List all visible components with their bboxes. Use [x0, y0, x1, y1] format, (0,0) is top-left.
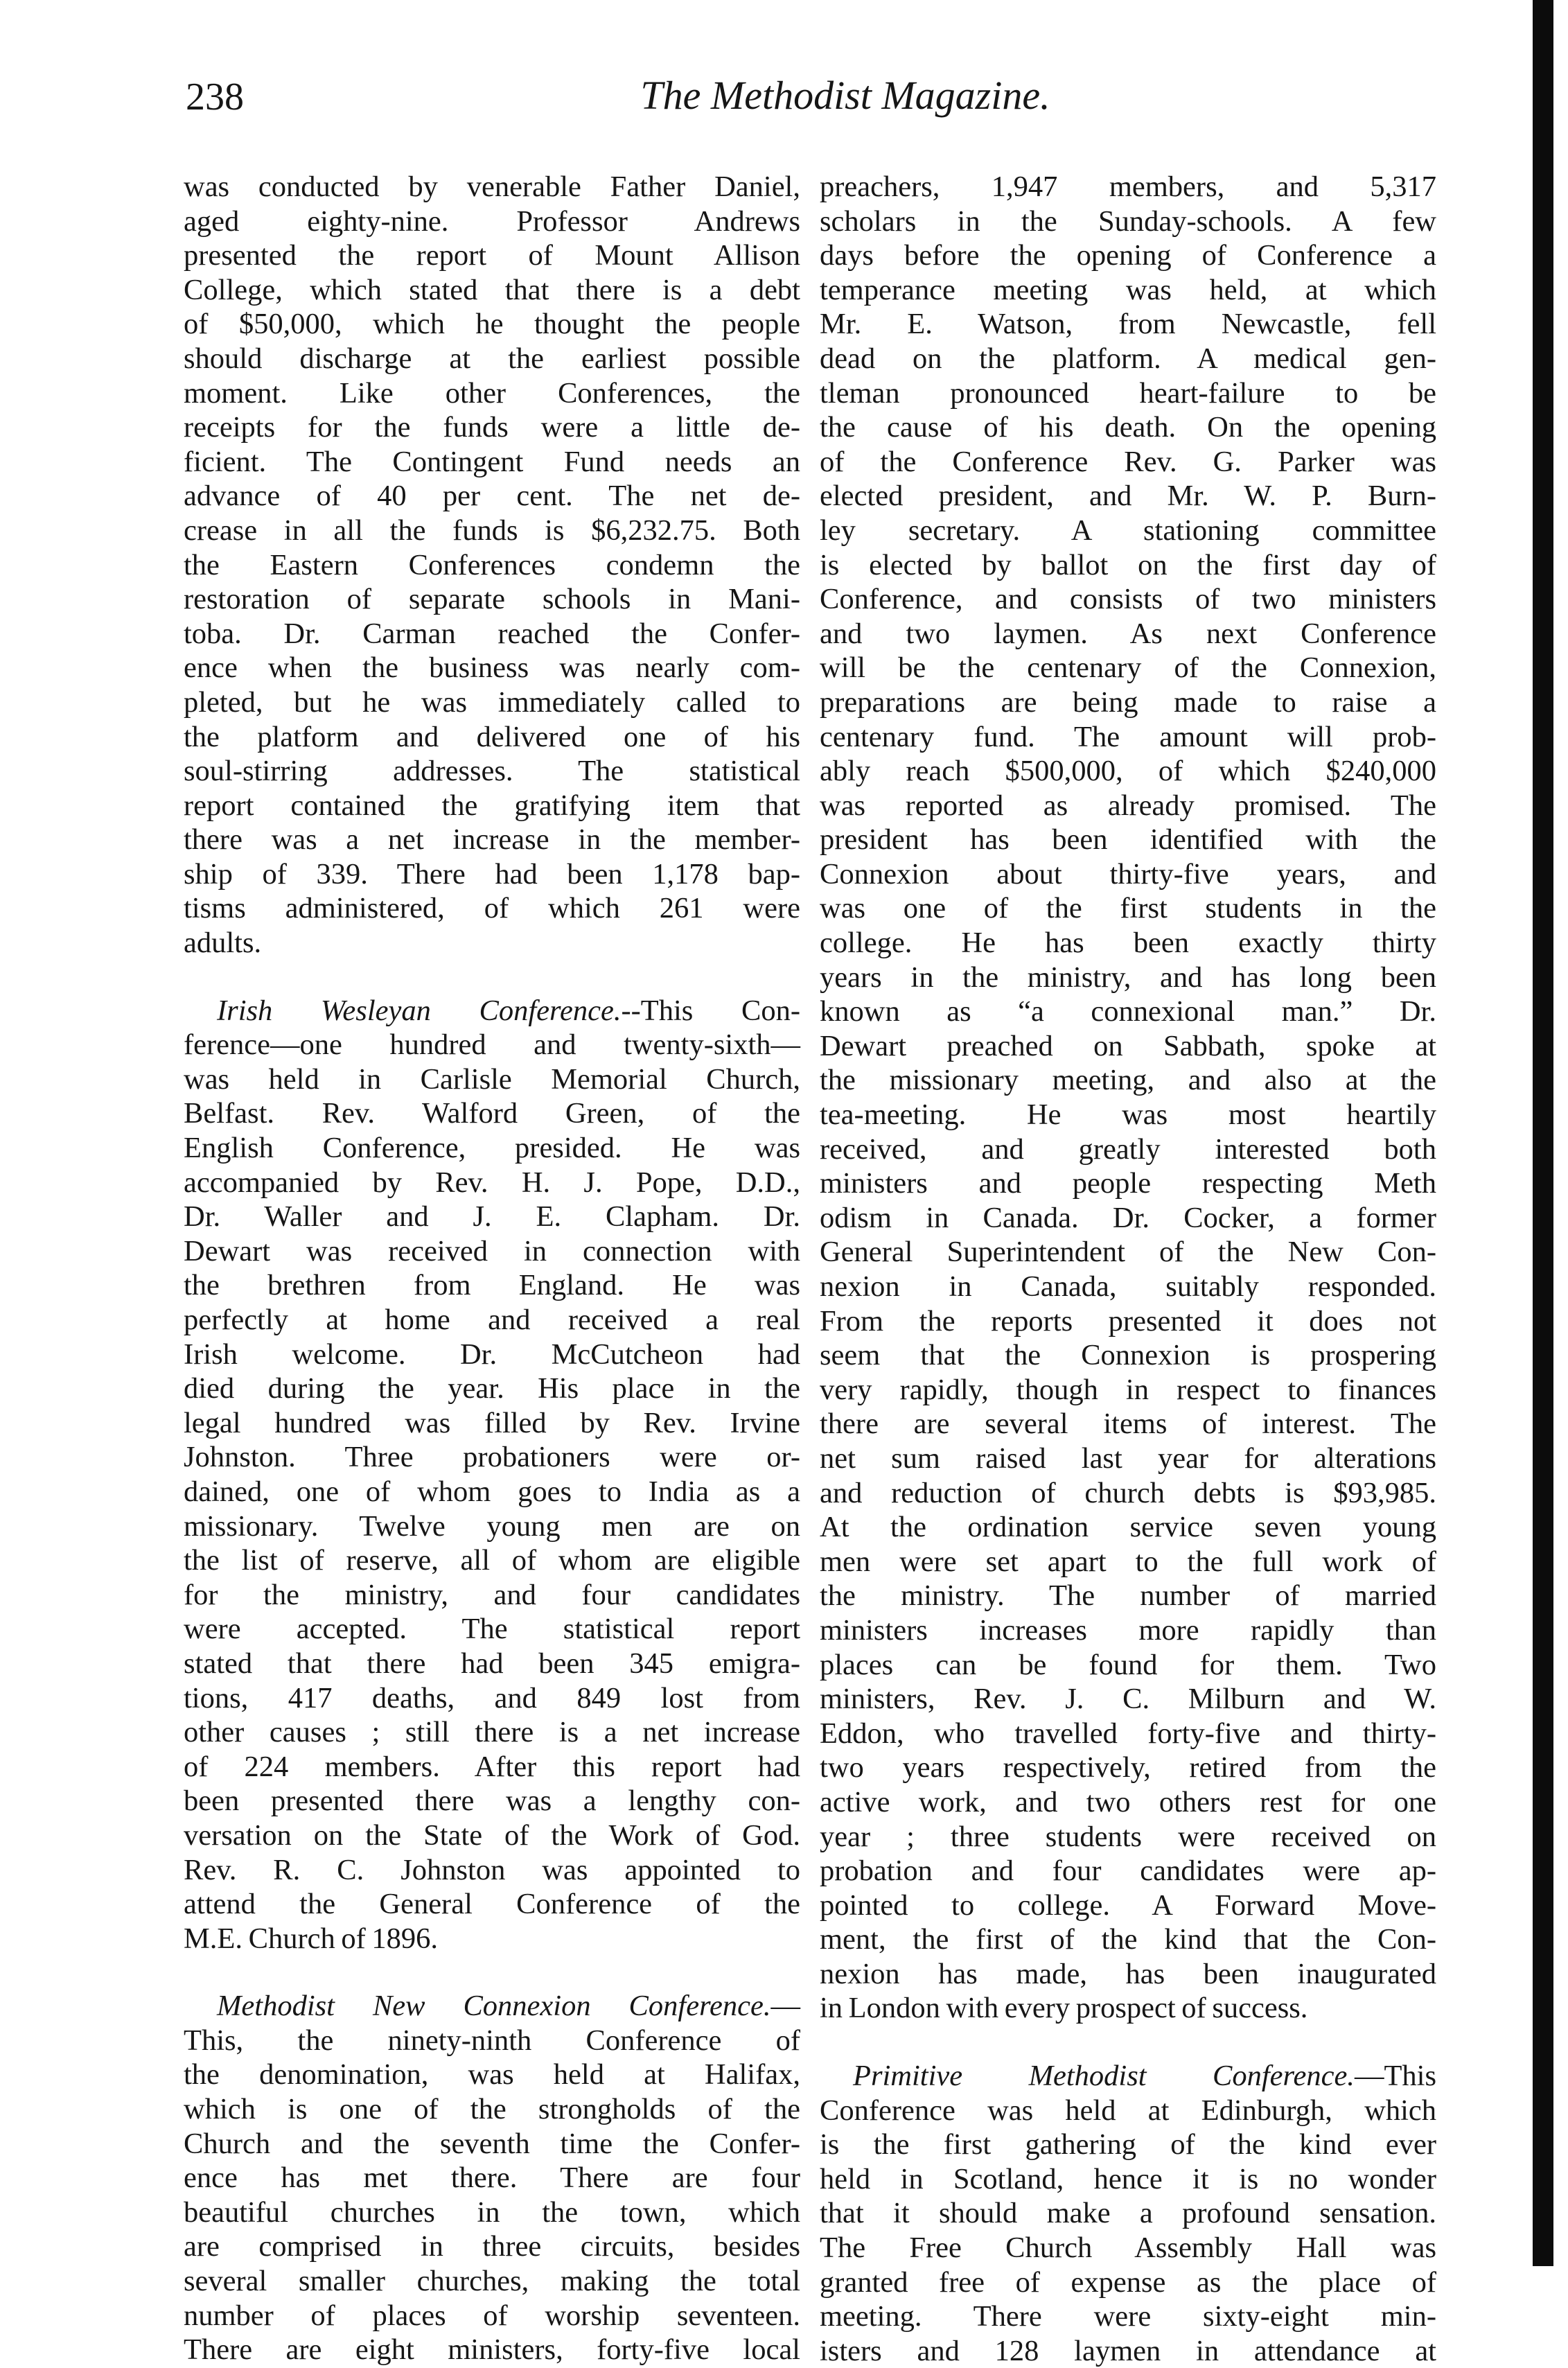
text-line: ship of 339. There had been 1,178 bap-	[184, 857, 800, 891]
text-line: ence when the business was nearly com-	[184, 651, 800, 685]
text-line: in London with every prospect of success.	[820, 1992, 1308, 2025]
text-line: centenary fund. The amount will prob-	[820, 720, 1436, 753]
text-line: tleman pronounced heart-failure to be	[820, 376, 1436, 410]
text-line	[820, 2059, 1436, 2094]
text-line: aged eighty-nine. Professor Andrews	[184, 204, 800, 238]
text-line: missionary. Twelve young men are on	[184, 1509, 800, 1543]
text-line: was reported as already promised. The	[820, 789, 1436, 822]
text-line: odism in Canada. Dr. Cocker, a former	[820, 1201, 1436, 1234]
text-line: pointed to college. A Forward Move-	[820, 1888, 1436, 1922]
text-line: is elected by ballot on the first day of	[820, 548, 1436, 581]
text-line: The Free Church Assembly Hall was	[820, 2231, 1436, 2265]
text-line: meeting. There were sixty-eight min-	[820, 2300, 1436, 2333]
text-line: At the ordination service seven young	[820, 1511, 1436, 1544]
text-line: Dr. Waller and J. E. Clapham. Dr.	[184, 1200, 800, 1234]
paragraph-irish-wesleyan	[184, 994, 800, 1956]
text-line: College, which stated that there is a debt	[184, 273, 800, 306]
text-line: Conference was held at Edinburgh, which	[820, 2094, 1436, 2127]
text-line: and two laymen. As next Conference	[820, 617, 1436, 650]
text-line	[184, 1989, 800, 2024]
text-line: accompanied by Rev. H. J. Pope, D.D.,	[184, 1166, 800, 1199]
text-line: legal hundred was filled by Rev. Irvine	[184, 1406, 800, 1439]
paragraph-primitive-methodist	[820, 2059, 1436, 2368]
text-line: temperance meeting was held, at which	[820, 273, 1436, 306]
text-line: the ministry. The number of married	[820, 1579, 1436, 1613]
text-line: elected president, and Mr. W. P. Burn-	[820, 480, 1436, 513]
text-line: ference—one hundred and twenty-sixth—	[184, 1028, 800, 1062]
text-line: of $50,000, which he thought the people	[184, 308, 800, 341]
text-line: the missionary meeting, and also at the	[820, 1064, 1436, 1097]
text-line: ministers, Rev. J. C. Milburn and W.	[820, 1683, 1436, 1716]
text-line: ministers increases more rapidly than	[820, 1613, 1436, 1647]
page-edge-bar	[1533, 0, 1553, 2266]
page-number: 238	[186, 76, 244, 119]
section-heading-primitive-methodist: Primitive Methodist Conference.	[853, 2060, 1355, 2093]
text-line: been presented there was a lengthy con-	[184, 1784, 800, 1818]
text-line: Rev. R. C. Johnston was appointed to	[184, 1853, 800, 1886]
text-span: --This Con-	[621, 994, 800, 1027]
text-line: of 224 members. After this report had	[184, 1750, 800, 1783]
text-line: adults.	[184, 927, 262, 960]
text-line: tisms administered, of which 261 were	[184, 892, 800, 925]
text-line: the brethren from England. He was	[184, 1269, 800, 1302]
text-line: isters and 128 laymen in attendance at	[820, 2334, 1436, 2367]
text-line: English Conference, presided. He was	[184, 1132, 800, 1165]
text-line: tions, 417 deaths, and 849 lost from	[184, 1681, 800, 1714]
text-line: known as “a connexional man.” Dr.	[820, 995, 1436, 1028]
text-line: Johnston. Three probationers were or-	[184, 1441, 800, 1474]
text-line: Mr. E. Watson, from Newcastle, fell	[820, 308, 1436, 341]
text-line: From the reports presented it does not	[820, 1304, 1436, 1338]
text-line: Connexion about thirty-five years, and	[820, 857, 1436, 891]
paragraph-new-connexion-continued	[820, 170, 1436, 2026]
text-line: should discharge at the earliest possible	[184, 342, 800, 375]
text-line: There are eight ministers, forty-five local	[184, 2333, 800, 2367]
text-line: received, and greatly interested both	[820, 1132, 1436, 1166]
text-line: dained, one of whom goes to India as a	[184, 1475, 800, 1508]
text-line: other causes ; still there is a net increase	[184, 1716, 800, 1749]
section-heading-irish-wesleyan: Irish Wesleyan Conference.	[217, 994, 622, 1027]
text-line: the platform and delivered one of his	[184, 720, 800, 753]
text-line: president has been identified with the	[820, 823, 1436, 857]
text-line: days before the opening of Conference a	[820, 239, 1436, 272]
text-line: year ; three students were received on	[820, 1820, 1436, 1853]
text-line: active work, and two others rest for one	[820, 1785, 1436, 1818]
text-line: were accepted. The statistical report	[184, 1613, 800, 1646]
text-line: preachers, 1,947 members, and 5,317	[820, 170, 1436, 203]
text-line: stated that there had been 345 emigra-	[184, 1647, 800, 1680]
right-column	[820, 170, 1436, 2368]
text-line: General Superintendent of the New Con-	[820, 1236, 1436, 1269]
text-line: receipts for the funds were a little de-	[184, 411, 800, 444]
text-line: M.E. Church of 1896.	[184, 1922, 439, 1955]
text-line: ence has met there. There are four	[184, 2161, 800, 2195]
text-line: ficient. The Contingent Fund needs an	[184, 445, 800, 478]
text-line: ministers and people respecting Meth	[820, 1167, 1436, 1200]
text-line: Irish welcome. Dr. McCutcheon had	[184, 1338, 800, 1371]
text-line: was held in Carlisle Memorial Church,	[184, 1062, 800, 1096]
text-line: Church and the seventh time the Confer-	[184, 2127, 800, 2160]
left-column	[184, 170, 800, 2367]
text-line: places can be found for them. Two	[820, 1648, 1436, 1681]
text-line: college. He has been exactly thirty	[820, 927, 1436, 960]
text-line: ment, the first of the kind that the Con-	[820, 1923, 1436, 1956]
text-line: versation on the State of the Work of God.	[184, 1818, 800, 1852]
text-line: for the ministry, and four candidates	[184, 1578, 800, 1611]
text-line: and reduction of church debts is $93,985.	[820, 1476, 1436, 1509]
text-line: men were set apart to the full work of	[820, 1545, 1436, 1578]
text-line: the Eastern Conferences condemn the	[184, 548, 800, 581]
text-line: there was a net increase in the member-	[184, 823, 800, 857]
text-line: soul-stirring addresses. The statistical	[184, 755, 800, 788]
text-line: Dewart was received in connection with	[184, 1234, 800, 1268]
text-line: very rapidly, though in respect to finances	[820, 1373, 1436, 1406]
text-line: crease in all the funds is $6,232.75. Both	[184, 514, 800, 547]
text-line: probation and four candidates were ap-	[820, 1854, 1436, 1888]
text-line: will be the centenary of the Connexion,	[820, 651, 1436, 685]
text-line: pleted, but he was immediately called to	[184, 685, 800, 719]
text-line: net sum raised last year for alterations	[820, 1441, 1436, 1475]
text-line: is the first gathering of the kind ever	[820, 2128, 1436, 2161]
text-line: there are several items of interest. The	[820, 1407, 1436, 1441]
text-line: tea-meeting. He was most heartily	[820, 1098, 1436, 1132]
text-line: attend the General Conference of the	[184, 1888, 800, 1921]
text-line: ably reach $500,000, of which $240,000	[820, 755, 1436, 788]
text-line: report contained the gratifying item that	[184, 789, 800, 822]
text-line: This, the ninety-ninth Conference of	[184, 2024, 800, 2057]
text-line: moment. Like other Conferences, the	[184, 376, 800, 410]
text-line: restoration of separate schools in Mani-	[184, 583, 800, 616]
text-line: Conference, and consists of two ministers	[820, 583, 1436, 616]
text-line: years in the ministry, and has long been	[820, 961, 1436, 994]
text-line: Dewart preached on Sabbath, spoke at	[820, 1029, 1436, 1062]
text-line: beautiful churches in the town, which	[184, 2195, 800, 2229]
section-heading-new-connexion: Methodist New Connexion Conference.	[217, 1990, 771, 2023]
text-line: the cause of his death. On the opening	[820, 411, 1436, 444]
paragraph-previous-conference	[184, 170, 800, 961]
text-line: advance of 40 per cent. The net de-	[184, 480, 800, 513]
text-line: of the Conference Rev. G. Parker was	[820, 445, 1436, 478]
text-line: that it should make a profound sensation.	[820, 2197, 1436, 2230]
text-line: preparations are being made to raise a	[820, 685, 1436, 719]
text-line: died during the year. His place in the	[184, 1372, 800, 1405]
text-line: ley secretary. A stationing committee	[820, 514, 1436, 547]
text-span: —This	[1354, 2060, 1436, 2093]
text-line: held in Scotland, hence it is no wonder	[820, 2162, 1436, 2195]
text-line: nexion has made, has been inaugurated	[820, 1957, 1436, 1990]
paragraph-methodist-new-connexion	[184, 1989, 800, 2367]
text-line: two years respectively, retired from the	[820, 1751, 1436, 1784]
text-line: the denomination, was held at Halifax,	[184, 2058, 800, 2091]
text-line: Belfast. Rev. Walford Green, of the	[184, 1097, 800, 1130]
text-line: perfectly at home and received a real	[184, 1304, 800, 1336]
text-line: number of places of worship seventeen.	[184, 2299, 800, 2332]
running-title: The Methodist Magazine.	[640, 73, 1050, 118]
text-line: toba. Dr. Carman reached the Confer-	[184, 617, 800, 650]
text-line: Eddon, who travelled forty-five and thirty-	[820, 1717, 1436, 1750]
text-line	[184, 994, 800, 1028]
text-line: the list of reserve, all of whom are eligible	[184, 1544, 800, 1577]
text-line: several smaller churches, making the total	[184, 2265, 800, 2298]
text-line: nexion in Canada, suitably responded.	[820, 1270, 1436, 1303]
text-span: —	[770, 1990, 800, 2023]
text-line: which is one of the strongholds of the	[184, 2093, 800, 2126]
text-line: presented the report of Mount Allison	[184, 239, 800, 272]
text-line: scholars in the Sunday-schools. A few	[820, 204, 1436, 238]
text-line: are comprised in three circuits, besides	[184, 2230, 800, 2263]
text-line: dead on the platform. A medical gen-	[820, 342, 1436, 375]
text-line: was one of the first students in the	[820, 892, 1436, 925]
text-line: seem that the Connexion is prospering	[820, 1339, 1436, 1372]
text-line: was conducted by venerable Father Daniel,	[184, 170, 800, 203]
text-line: granted free of expense as the place of	[820, 2265, 1436, 2299]
